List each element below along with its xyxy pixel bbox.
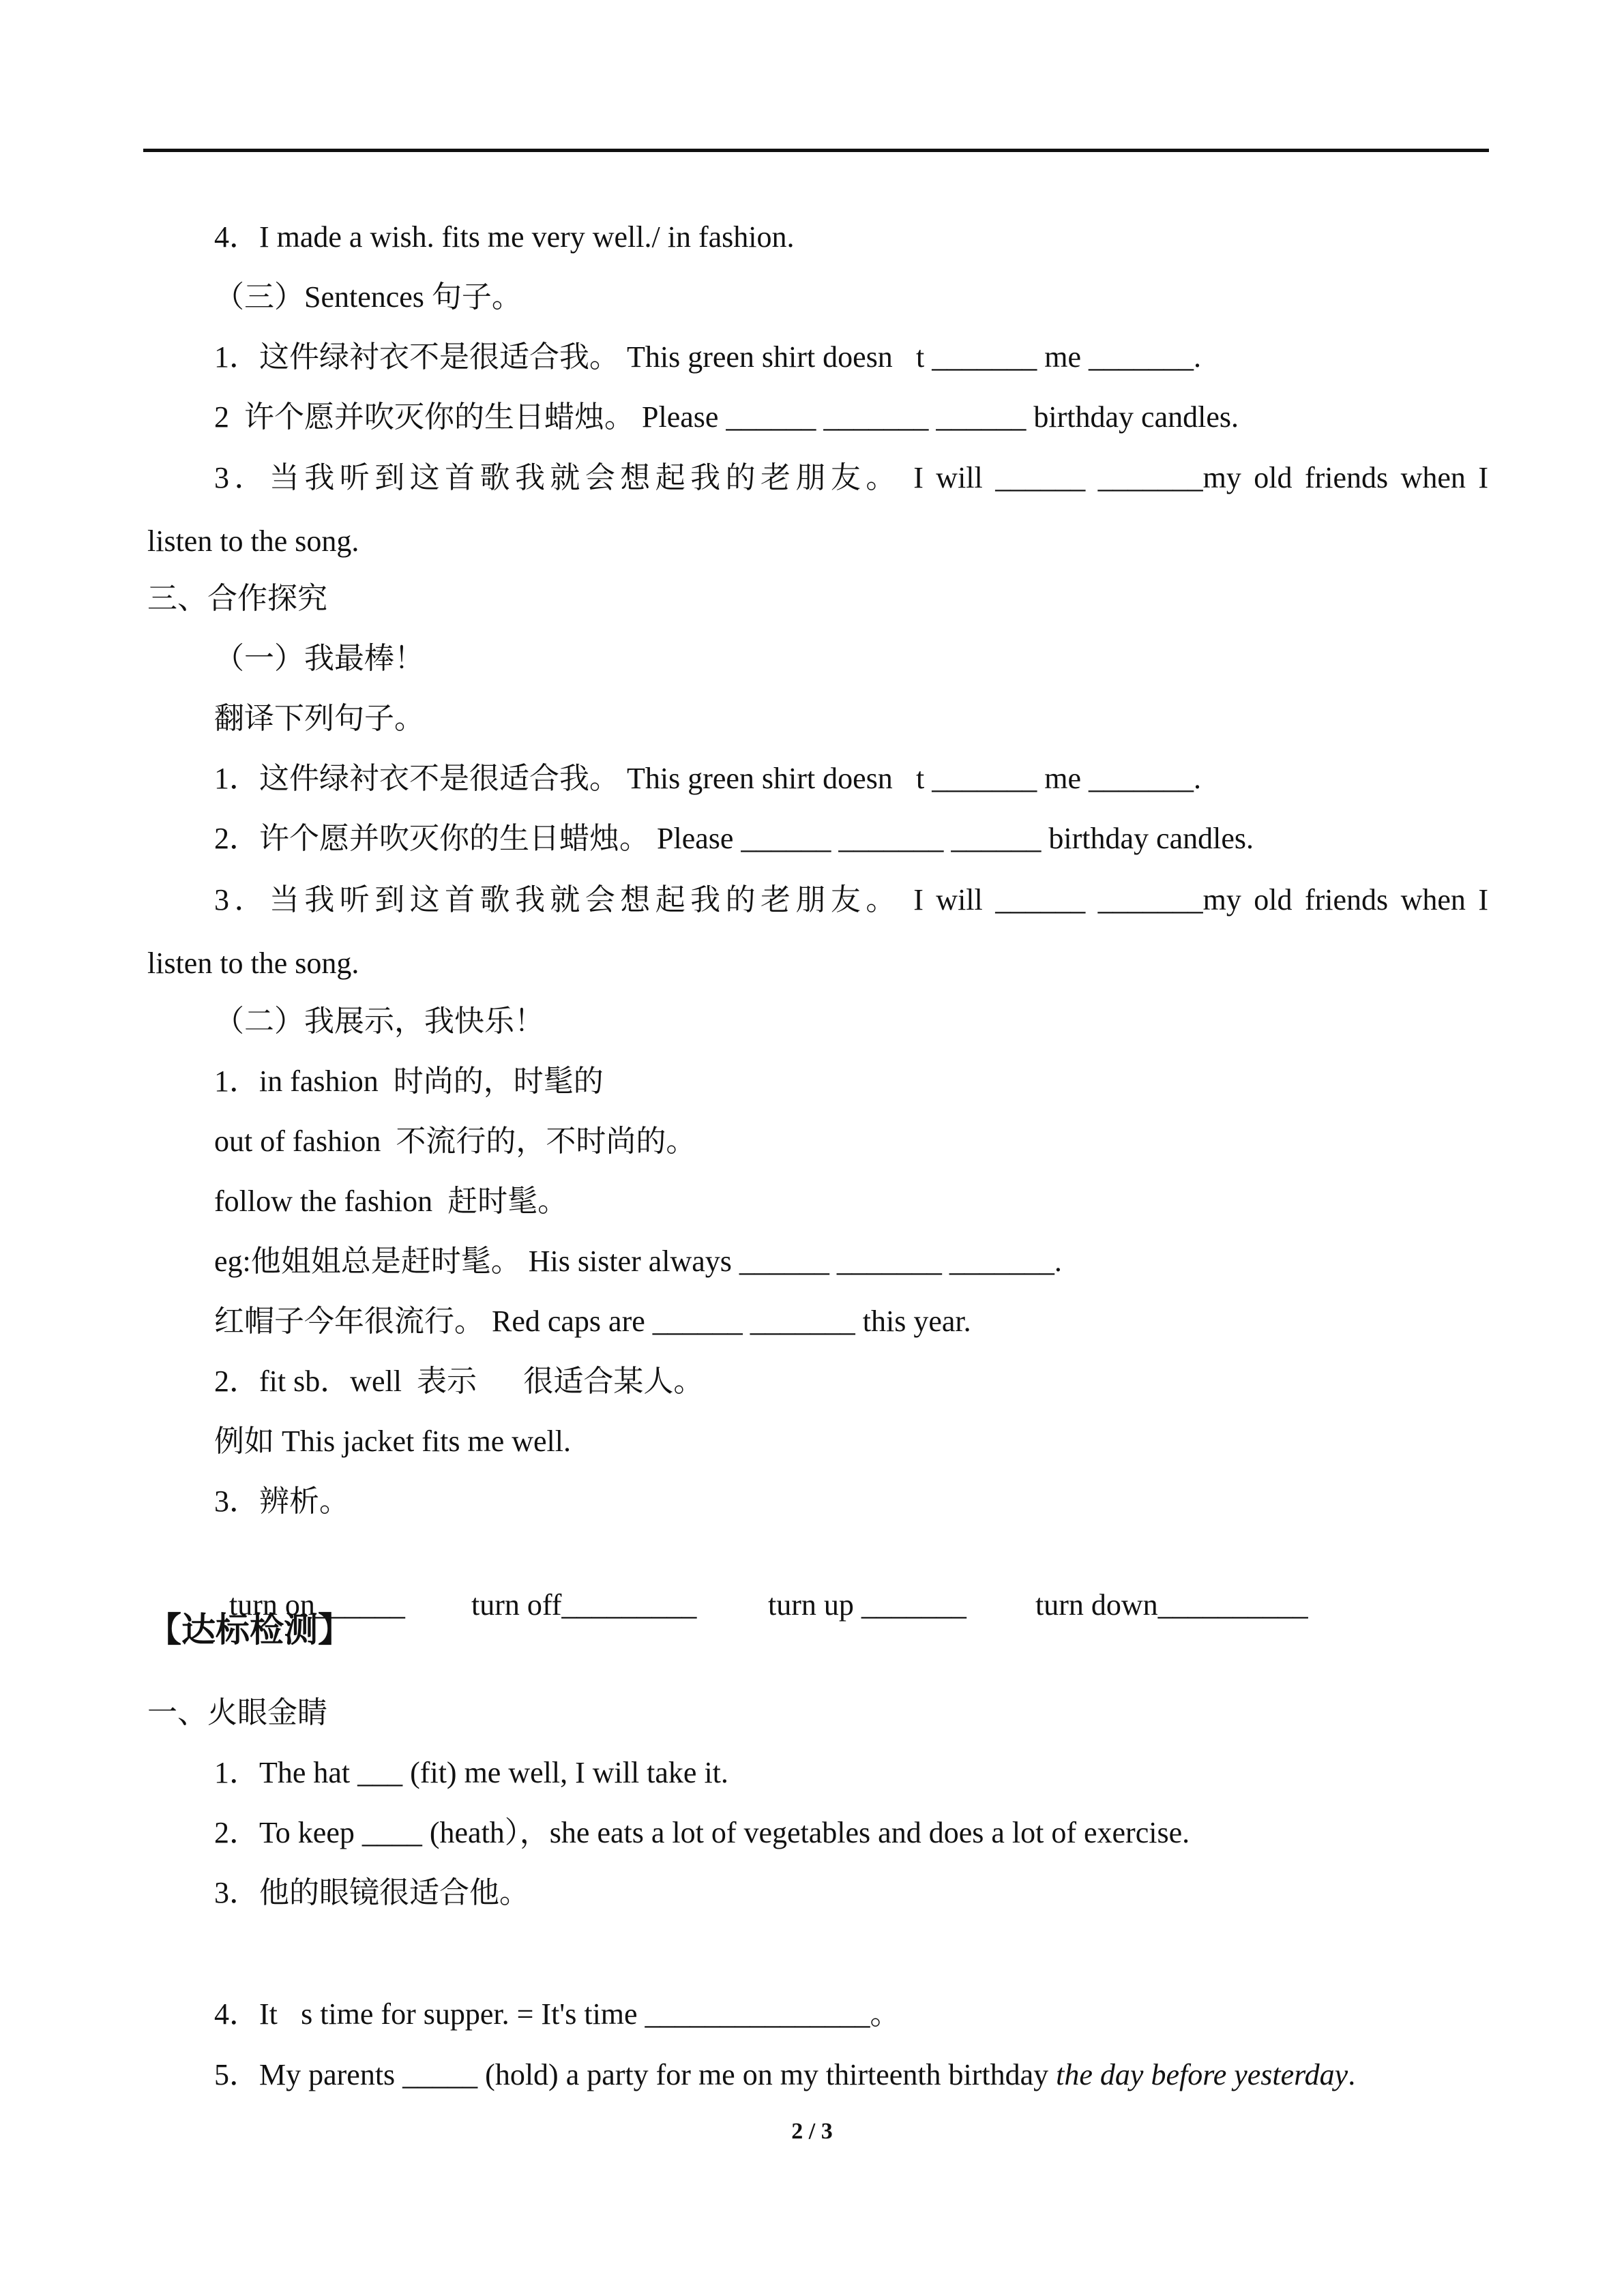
translate-instruction: 翻译下列句子。 [214, 702, 424, 735]
section-cooperate-title: 三、合作探究 [147, 582, 327, 615]
section-sharp-eyes-title: 一、火眼金睛 [147, 1696, 327, 1729]
subsection-best-title: （一）我最棒！ [214, 642, 424, 675]
turn-option: turn down__________ [1035, 1588, 1308, 1622]
note-follow-fashion: follow the fashion 赶时髦。 [214, 1184, 568, 1218]
example-jacket: 例如 This jacket fits me well. [214, 1425, 571, 1458]
exercise-3: 3．他的眼镜很适合他。 [214, 1876, 529, 1909]
translate-2: 2．许个愿并吹灭你的生日蜡烛。 Please ______ _______ ______ birthday candles. [214, 822, 1254, 855]
example-sister: eg:他姐姐总是赶时髦。 His sister always ______ _______ _______. [214, 1244, 1062, 1278]
sentence-3: 3．当我听到这首歌我就会想起我的老朋友。 I will ______ _______my old friends when I [214, 461, 1488, 494]
subsection-show-title: （二）我展示，我快乐！ [214, 1004, 544, 1038]
page-number: 2 / 3 [791, 2119, 833, 2144]
exercise-5 [214, 2055, 1355, 2096]
translate-1: 1．这件绿衬衣不是很适合我。 This green shirt doesn t _______ me _______. [214, 762, 1202, 795]
sentence-2: 2 许个愿并吹灭你的生日蜡烛。 Please ______ _______ ______ birthday candles. [214, 400, 1239, 434]
exercise-5-italic: the day before yesterday [1056, 2058, 1348, 2091]
note-distinguish: 3．辨析。 [214, 1485, 349, 1518]
note-out-of-fashion: out of fashion 不流行的，不时尚的。 [214, 1124, 696, 1158]
turn-option: turn on______ [229, 1588, 405, 1622]
exercise-4: 4．It s time for supper. = It's time _______________。 [214, 1997, 900, 2031]
turn-options-row [214, 1544, 1308, 1626]
exercise-5-text: 5．My parents _____ (hold) a party for me on my thirteenth birthday [214, 2058, 1057, 2091]
exercise-1: 1．The hat ___ (fit) me well, I will take it. [214, 1756, 728, 1789]
note-in-fashion: 1．in fashion 时尚的，时髦的   [214, 1064, 651, 1098]
note-fit-sb-well: 2．fit sb．well 表示  很适合某人。 [214, 1365, 704, 1398]
example-red-caps: 红帽子今年很流行。 Red caps are ______ _______ this year. [214, 1304, 971, 1338]
line-wish-answer: 4．I made a wish. fits me very well./ in fashion. [214, 220, 795, 254]
exercise-2: 2．To keep ____ (heath），she eats a lot of vegetables and does a lot of exercise. [214, 1816, 1190, 1849]
header-rule [143, 149, 1489, 152]
turn-option: turn up _______ [768, 1588, 966, 1622]
translate-3: 3．当我听到这首歌我就会想起我的老朋友。 I will ______ _______my old friends when I [214, 883, 1488, 916]
exercise-5-end: . [1348, 2058, 1356, 2091]
sentence-1: 1．这件绿衬衣不是很适合我。 This green shirt doesn t _______ me _______. [214, 340, 1202, 374]
turn-option: turn off_________ [471, 1588, 697, 1622]
section-sentences-title: （三）Sentences 句子。 [214, 280, 522, 314]
sentence-3-cont: listen to the song. [147, 524, 359, 558]
heading-assessment: 【达标检测】 [147, 1610, 352, 1650]
translate-3-cont: listen to the song. [147, 946, 359, 980]
